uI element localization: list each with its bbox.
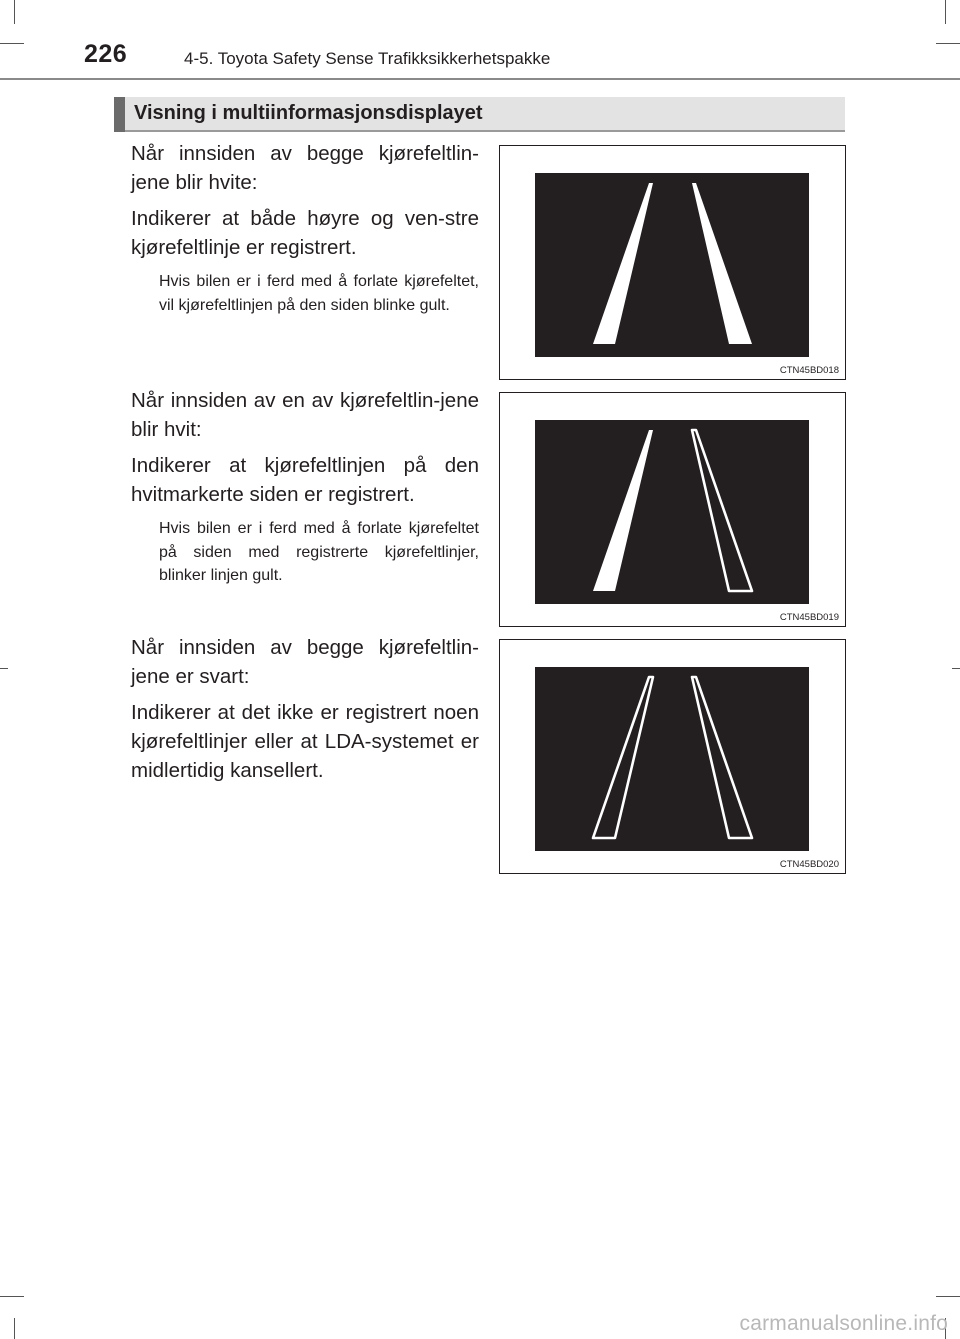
- item-description: Indikerer at det ikke er registrert noen kjørefeltlinjer eller at LDA-systemet er midlertidig kansellert.: [131, 701, 479, 782]
- section-heading-bar: [114, 97, 845, 132]
- item-condition: Når innsiden av begge kjørefeltlin-jene blir hvite:: [131, 142, 479, 194]
- figure-code: CTN45BD020: [779, 859, 839, 870]
- crop-mark: [936, 1296, 960, 1297]
- item-note: Hvis bilen er i ferd med å forlate kjørefeltet, vil kjørefeltlinjen på den siden blinke gult.: [159, 273, 479, 314]
- item-condition: Når innsiden av en av kjørefeltlin-jene blir hvit:: [131, 389, 479, 441]
- item-description: Indikerer at kjørefeltlinjen på den hvitmarkerte siden er registrert.: [131, 454, 479, 506]
- crop-mark: [945, 0, 946, 24]
- display-screen-one-white: [535, 420, 809, 604]
- figure-code: CTN45BD018: [779, 365, 839, 376]
- figure-both-lanes-detected: [499, 145, 846, 380]
- crop-mark: [0, 1296, 24, 1297]
- figure-code: CTN45BD019: [779, 612, 839, 623]
- section-title: Visning i multiinformasjonsdisplayet: [134, 102, 483, 124]
- page-number: 226: [84, 40, 128, 68]
- item-note: Hvis bilen er i ferd med å forlate kjørefeltet på siden med registrerte kjørefeltlinjer, blinker linjen gult.: [159, 520, 479, 584]
- figure-no-lanes-detected: [499, 639, 846, 874]
- crop-mark: [952, 668, 960, 669]
- header-divider: [0, 78, 960, 80]
- crop-mark: [936, 43, 960, 44]
- display-screen-both-white: [535, 173, 809, 357]
- indicator-item-both-white: [131, 139, 479, 317]
- item-condition: Når innsiden av begge kjørefeltlin-jene er svart:: [131, 636, 479, 688]
- watermark-text: carmanualsonline.info: [739, 1312, 948, 1335]
- section-heading-accent: [114, 97, 125, 132]
- crop-mark: [0, 43, 24, 44]
- crop-mark: [14, 0, 15, 24]
- crop-mark: [14, 1318, 15, 1339]
- crop-mark: [0, 668, 8, 669]
- running-head: 4-5. Toyota Safety Sense Trafikksikkerhetspakke: [184, 49, 551, 68]
- indicator-item-both-black: [131, 633, 479, 785]
- item-description: Indikerer at både høyre og ven-stre kjørefeltlinje er registrert.: [131, 207, 479, 259]
- figure-one-lane-detected: [499, 392, 846, 627]
- display-screen-both-black: [535, 667, 809, 851]
- indicator-item-one-white: [131, 386, 479, 588]
